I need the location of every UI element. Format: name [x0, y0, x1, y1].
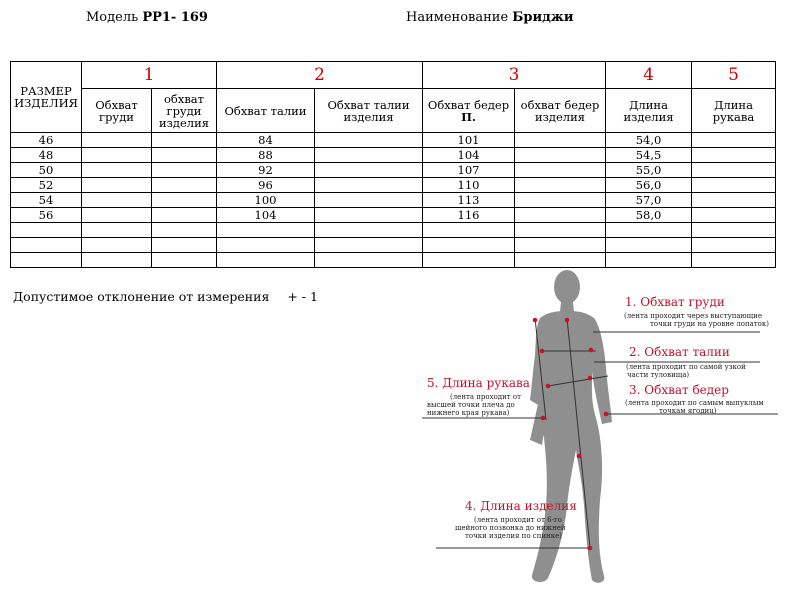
cell-waist: 88: [217, 148, 315, 163]
group-number-5: 5: [692, 62, 776, 89]
callout-note: точки изделия по спинке): [465, 532, 562, 540]
column-header-line: груди: [99, 109, 134, 124]
callout-note: части туловища): [627, 371, 690, 379]
callout-title: 5. Длина рукава: [427, 376, 530, 390]
column-header-line: обхват: [163, 91, 205, 106]
column-header-line: обхват бедер: [520, 97, 600, 112]
cell-size: 52: [11, 178, 82, 193]
tolerance-value: + - 1: [287, 289, 318, 304]
callout-note: (лента проходит от 6-го: [474, 516, 562, 524]
cell-waist: 96: [217, 178, 315, 193]
group-number-4: 4: [606, 62, 692, 89]
group-number-3: 3: [423, 62, 606, 89]
size-header-line: РАЗМЕР: [20, 84, 72, 98]
column-header-line: Обхват бедер: [427, 97, 510, 112]
cell-hips: 110: [423, 178, 515, 193]
callout-title: 3. Обхват бедер: [629, 383, 729, 397]
cell-size: 46: [11, 133, 82, 148]
column-header-line: рукава: [712, 109, 755, 124]
callout-note: нижнего края рукава): [427, 409, 510, 417]
callout-chest: [624, 295, 769, 328]
cell-size: 54: [11, 193, 82, 208]
cell-waist: 104: [217, 208, 315, 223]
column-header-line: изделия: [534, 109, 586, 124]
cell-size: 56: [11, 208, 82, 223]
column-header-line: груди: [166, 103, 202, 118]
callout-length: [455, 499, 577, 540]
callout-note: высшей точки плеча до: [427, 401, 515, 409]
callout-title: 2. Обхват талии: [629, 345, 730, 359]
cell-hips: 101: [423, 133, 515, 148]
size-header-line: ИЗДЕЛИЯ: [14, 96, 78, 110]
column-header-line: Обхват талии: [224, 103, 307, 118]
column-header-line: изделия: [158, 115, 210, 130]
column-header-line: Длина: [629, 97, 668, 112]
column-header-line: Длина: [714, 97, 753, 112]
cell-hips: 104: [423, 148, 515, 163]
tolerance-label: Допустимое отклонение от измерения: [13, 289, 270, 304]
cell-length: 55,0: [606, 163, 692, 178]
group-number-1: 1: [82, 62, 217, 89]
column-header-line: П.: [461, 109, 476, 124]
cell-length: 56,0: [606, 178, 692, 193]
cell-length: 54,5: [606, 148, 692, 163]
column-header-line: изделия: [343, 109, 394, 124]
name-value: Бриджи: [512, 10, 574, 25]
cell-waist: 84: [217, 133, 315, 148]
cell-length: 58,0: [606, 208, 692, 223]
callout-sleeve: [427, 376, 530, 417]
cell-waist: 92: [217, 163, 315, 178]
column-header-line: Обхват талии: [327, 97, 410, 112]
cell-size: 50: [11, 163, 82, 178]
cell-length: 54,0: [606, 133, 692, 148]
callout-note: (лента проходит через выступающие: [624, 312, 762, 320]
callout-title: 4. Длина изделия: [465, 499, 577, 513]
cell-hips: 113: [423, 193, 515, 208]
callout-hips: [625, 383, 764, 415]
name-label: Наименование: [406, 10, 509, 25]
column-header-line: Обхват: [95, 97, 138, 112]
cell-length: 57,0: [606, 193, 692, 208]
cell-hips: 116: [423, 208, 515, 223]
column-header-line: изделия: [623, 109, 674, 124]
callout-note: (лента проходит от: [450, 393, 521, 401]
callout-note: точкам ягодиц): [659, 407, 717, 415]
callout-title: 1. Обхват груди: [625, 295, 725, 309]
callout-note: точки груди на уровне лопаток): [650, 320, 769, 328]
model-label: Модель: [86, 10, 139, 25]
cell-hips: 107: [423, 163, 515, 178]
group-number-2: 2: [217, 62, 423, 89]
callout-note: шейного позвонка до нижней: [455, 524, 566, 532]
callout-note: (лента проходит по самой узкой: [626, 363, 746, 371]
model-value: РР1- 169: [142, 10, 208, 25]
cell-size: 48: [11, 148, 82, 163]
cell-waist: 100: [217, 193, 315, 208]
callout-note: (лента проходит по самым выпуклым: [625, 399, 764, 407]
